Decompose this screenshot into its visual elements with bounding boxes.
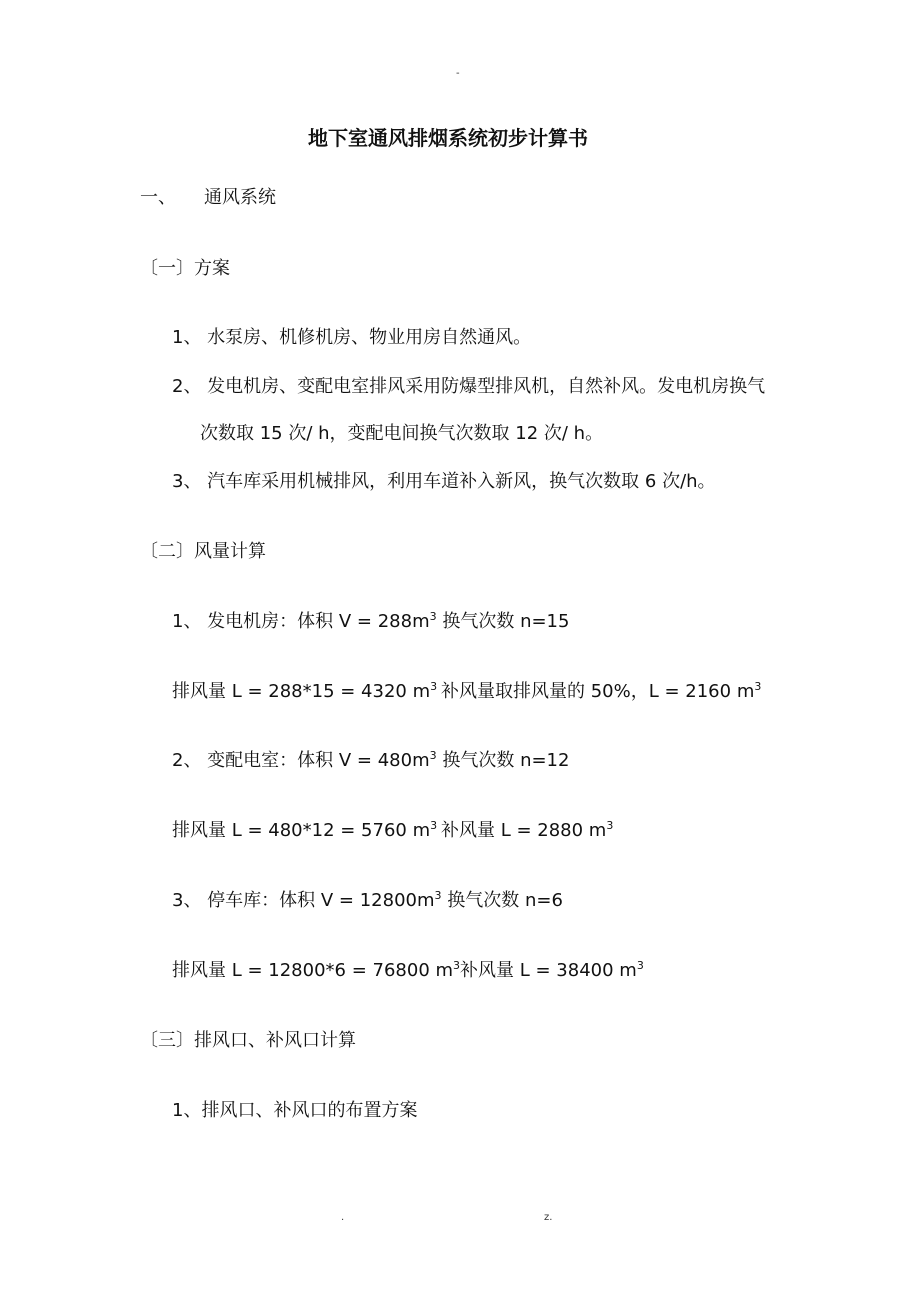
generator-room-volume <box>172 610 569 634</box>
cubic-superscript: 3 <box>429 749 437 762</box>
garage-exhaust-text: 排风量 L = 12800*6 = 76800 m <box>172 960 454 981</box>
section-1-label: 通风系统 <box>204 187 276 208</box>
generator-room-volume-label: 1、 发电机房：体积 V = 288m <box>172 611 430 632</box>
subsection-1-item-2-cont: 次数取 15 次/ h，变配电间换气次数取 12 次/ h。 <box>200 423 604 444</box>
substation-air-changes: 换气次数 n=12 <box>436 750 570 771</box>
subsection-3-item-1: 1、排风口、补风口的布置方案 <box>172 1100 418 1121</box>
substation-volume-label: 2、 变配电室：体积 V = 480m <box>172 750 430 771</box>
cubic-superscript: 3 <box>636 959 644 972</box>
cubic-superscript: 3 <box>606 819 614 832</box>
generator-room-air-changes: 换气次数 n=15 <box>436 611 570 632</box>
subsection-1-item-2: 2、 发电机房、变配电室排风采用防爆型排风机，自然补风。发电机房换气 <box>172 376 766 397</box>
garage-supply-text: 补风量 L = 38400 m <box>460 960 637 981</box>
section-1-number: 一、 <box>140 187 176 208</box>
generator-room-exhaust <box>172 680 437 704</box>
cubic-superscript: 3 <box>430 819 438 832</box>
subsection-2-heading: 〔二〕风量计算 <box>140 541 266 562</box>
garage-air-changes: 换气次数 n=6 <box>441 890 563 911</box>
cubic-superscript: 3 <box>453 959 461 972</box>
footer-left-mark: . <box>341 1212 345 1223</box>
garage-volume <box>172 889 563 913</box>
substation-volume <box>172 749 569 773</box>
cubic-superscript: 3 <box>434 889 442 902</box>
subsection-1-item-1: 1、 水泵房、机修机房、物业用房自然通风。 <box>172 327 532 348</box>
generator-room-exhaust-text: 排风量 L = 288*15 = 4320 m <box>172 681 431 702</box>
substation-exhaust-text: 排风量 L = 480*12 = 5760 m <box>172 820 431 841</box>
subsection-1-heading: 〔一〕方案 <box>140 258 230 279</box>
substation-exhaust <box>172 819 437 843</box>
substation-supply-text: 补风量 L = 2880 m <box>441 820 607 841</box>
header-mark: - <box>456 68 460 79</box>
generator-room-supply <box>441 680 761 704</box>
document-title: 地下室通风排烟系统初步计算书 <box>308 126 588 150</box>
garage-exhaust-supply <box>172 959 644 983</box>
generator-room-supply-text: 补风量取排风量的 50%，L = 2160 m <box>441 681 755 702</box>
cubic-superscript: 3 <box>429 610 437 623</box>
substation-supply <box>441 819 613 843</box>
subsection-1-item-3: 3、 汽车库采用机械排风，利用车道补入新风，换气次数取 6 次/h。 <box>172 471 716 492</box>
subsection-3-heading: 〔三〕排风口、补风口计算 <box>140 1030 356 1051</box>
cubic-superscript: 3 <box>754 680 762 693</box>
cubic-superscript: 3 <box>430 680 438 693</box>
footer-right-mark: z. <box>544 1212 553 1223</box>
garage-volume-label: 3、 停车库：体积 V = 12800m <box>172 890 435 911</box>
